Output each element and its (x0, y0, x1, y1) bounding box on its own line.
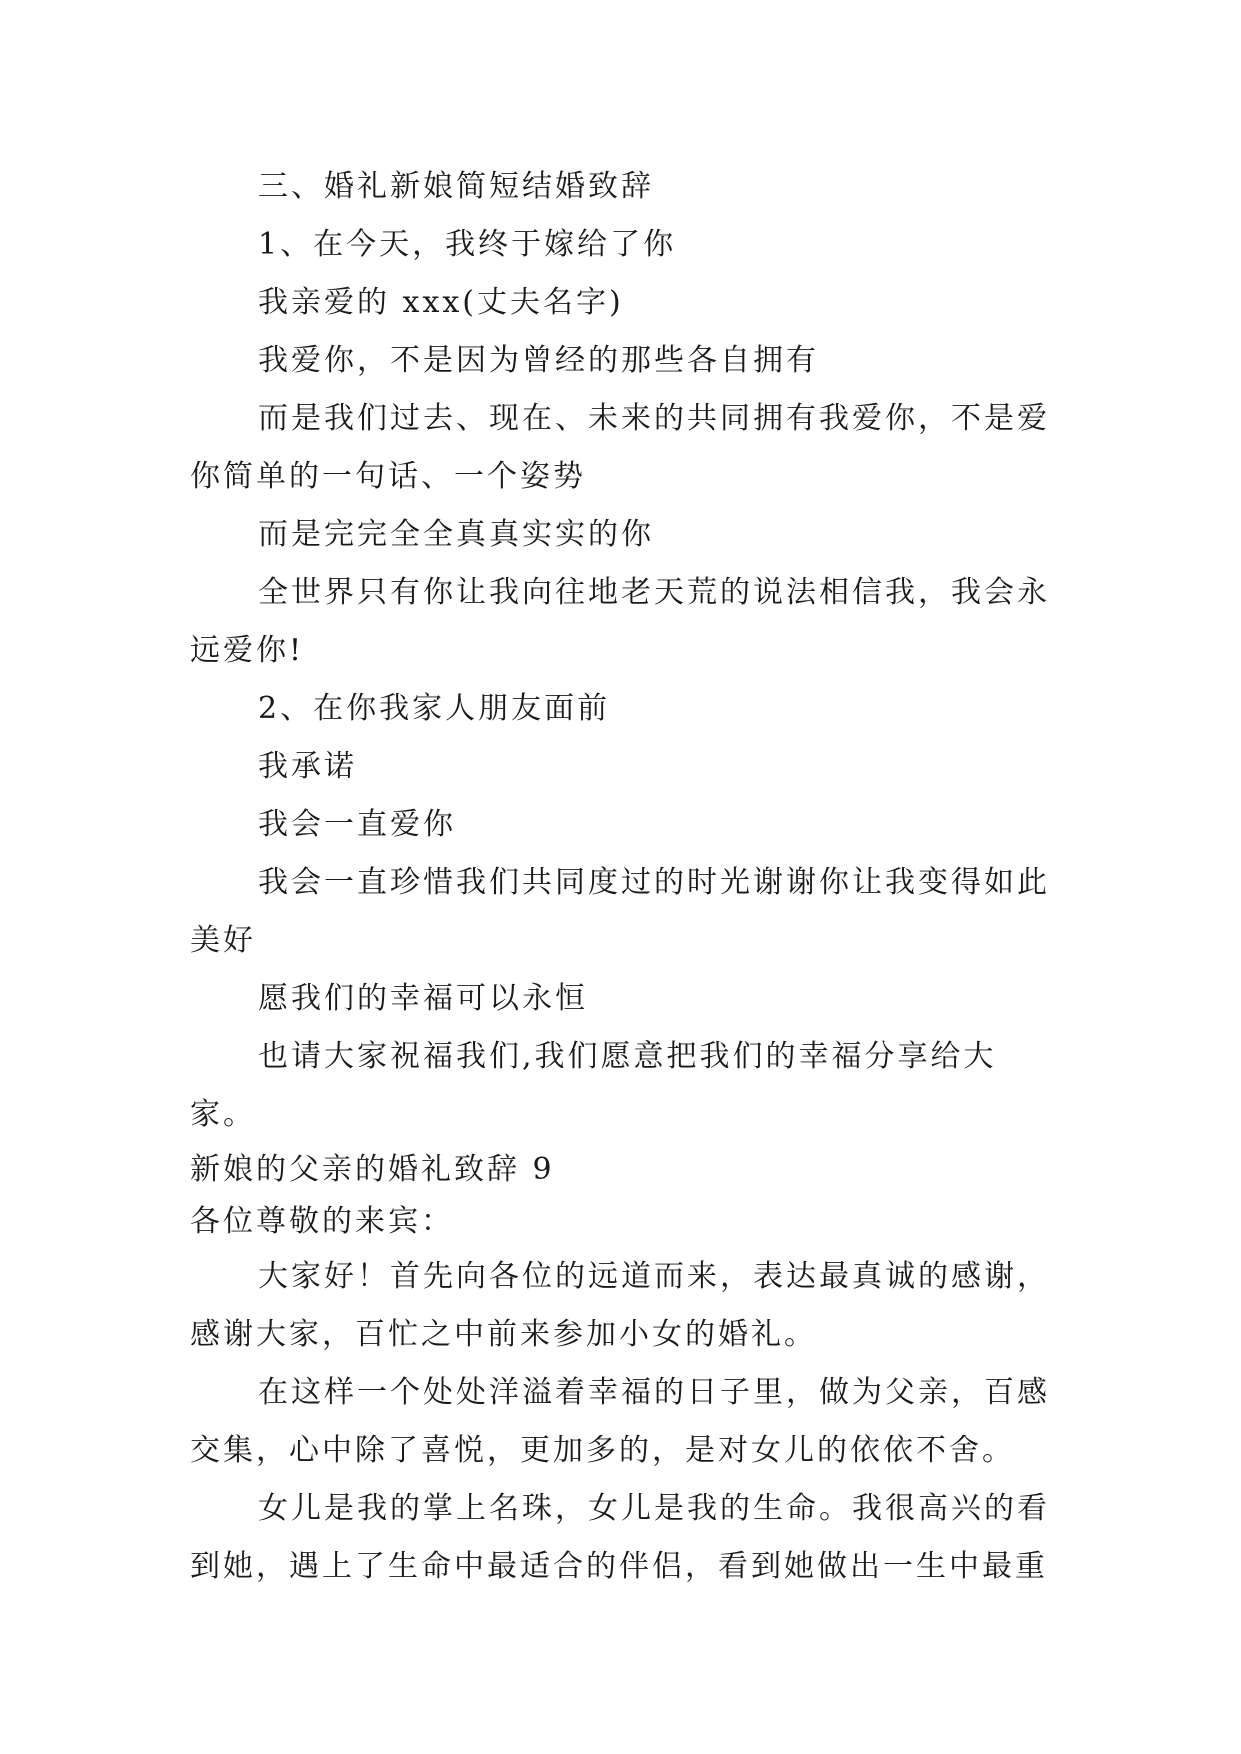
paragraph: 2、在你我家人朋友面前 (258, 691, 611, 726)
paragraph: 在这样一个处处洋溢着幸福的日子里，做为父亲，百感交集，心中除了喜悦，更加多的，是对女儿的依依不舍。 (190, 1375, 1050, 1468)
paragraph: 而是我们过去、现在、未来的共同拥有我爱你，不是爱你简单的一句话、一个姿势 (190, 401, 1050, 494)
paragraph: 我会一直珍惜我们共同度过的时光谢谢你让我变得如此美好 (190, 865, 1050, 958)
paragraph: 我会一直爱你 (258, 807, 456, 842)
section-heading: 三、婚礼新娘简短结婚致辞 (258, 169, 654, 204)
paragraph: 全世界只有你让我向往地老天荒的说法相信我，我会永远爱你! (190, 575, 1050, 668)
document-body (190, 158, 1060, 1596)
paragraph: 而是完完全全真真实实的你 (258, 517, 654, 552)
paragraph: 大家好！首先向各位的远道而来，表达最真诚的感谢，感谢大家，百忙之中前来参加小女的婚礼。 (190, 1259, 1050, 1352)
speech-title: 新娘的父亲的婚礼致辞 9 (190, 1152, 555, 1187)
paragraph: 我亲爱的 xxx(丈夫名字) (258, 285, 624, 320)
paragraph: 我承诺 (258, 749, 357, 784)
paragraph: 1、在今天，我终于嫁给了你 (258, 227, 677, 262)
paragraph: 女儿是我的掌上名珠，女儿是我的生命。我很高兴的看到她，遇上了生命中最适合的伴侣，看到她做出一生中最重 (190, 1491, 1050, 1584)
paragraph: 愿我们的幸福可以永恒 (258, 981, 588, 1016)
paragraph: 我爱你，不是因为曾经的那些各自拥有 (258, 343, 819, 378)
salutation: 各位尊敬的来宾： (190, 1204, 454, 1239)
paragraph: 也请大家祝福我们,我们愿意把我们的幸福分享给大家。 (190, 1039, 997, 1132)
